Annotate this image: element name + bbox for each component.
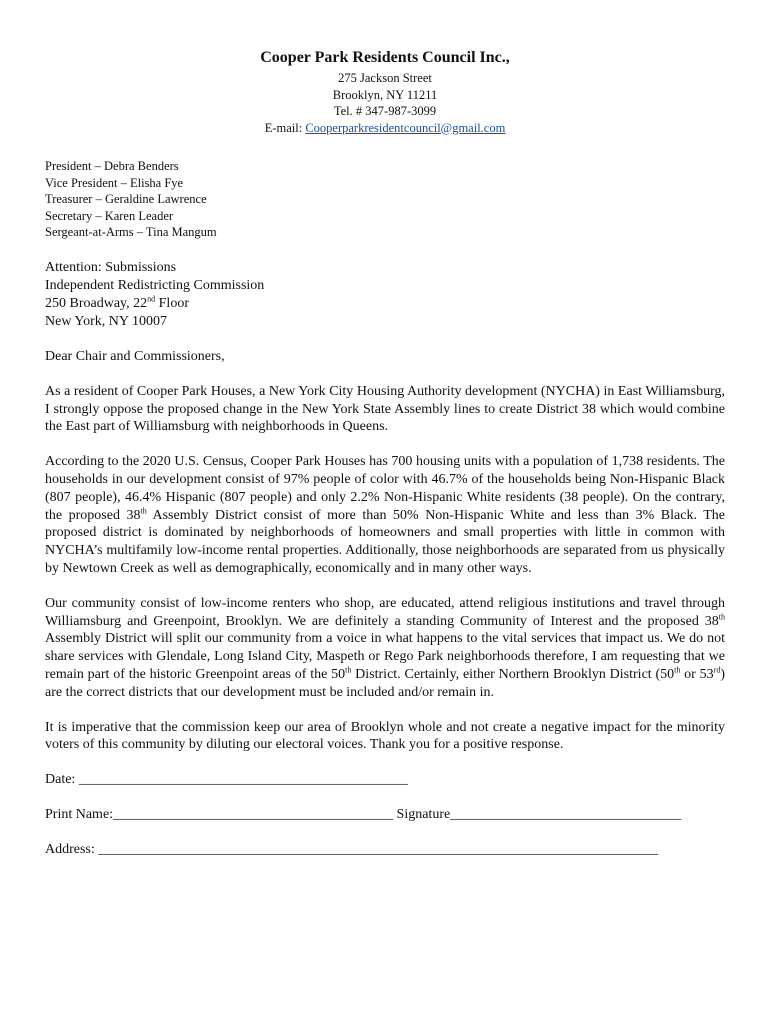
paragraph-4: It is imperative that the commission keep our area of Brooklyn whole and not create a negative impact for the minority voters of this community by diluting our electoral voices. Thank you for a positive response. — [45, 719, 725, 753]
email-link[interactable]: Cooperparkresidentcouncil@gmail.com — [305, 120, 506, 135]
paragraph-3: Our community consist of low-income renters who shop, are educated, attend religious institutions and travel through Williamsburg and Greenpoint, Brooklyn. We are definitely a standing Community of Interest and the proposed 38th Assembly District will split our community from a voice in what happens to the vital services that impact us. We do not share services with Glendale, Long Island City, Maspeth or Rego Park neighborhoods therefore, I am requesting that we remain part of the historic Greenpoint areas of the 50th District. Certainly, either Northern Brooklyn District (50th or 53rd) are the correct districts that our development must be included and/or remain in. — [45, 595, 725, 700]
org-tel: Tel. # 347-987-3099 — [333, 104, 437, 118]
recipient-org: Independent Redistricting Commission — [45, 277, 265, 293]
name-signature-line — [45, 806, 725, 824]
recipient-block — [45, 259, 725, 331]
officer-vice-president: Vice President – Elisha Fye — [45, 175, 184, 190]
officer-treasurer: Treasurer – Geraldine Lawrence — [45, 192, 207, 207]
letter-page — [45, 48, 725, 859]
org-email-line — [45, 120, 725, 137]
recipient-attention: Attention: Submissions — [45, 259, 177, 275]
print-name-field[interactable]: Print Name:________________________________________ — [45, 807, 394, 823]
officer-sergeant-at-arms: Sergeant-at-Arms – Tina Mangum — [45, 225, 217, 240]
email-label: E-mail: — [264, 120, 306, 135]
officer-president: President – Debra Benders — [45, 159, 179, 173]
paragraph-1: As a resident of Cooper Park Houses, a New York City Housing Authority development (NYCHA) in East Williamsburg, I strongly oppose the proposed change in the New York State Assembly lines to create District 38 which would combine the East part of Williamsburg with neighborhoods in Queens. — [45, 383, 725, 435]
letterhead — [45, 48, 725, 136]
recipient-street: 250 Broadway, 22nd Floor — [45, 294, 189, 311]
org-city: Brooklyn, NY 11211 — [332, 87, 438, 102]
officers-list — [45, 158, 725, 241]
paragraph-2: According to the 2020 U.S. Census, Cooper Park Houses has 700 housing units with a population of 1,738 residents. The households in our development consist of 97% people of color with 46.7% of the households being Non-Hispanic Black (807 people), 46.4% Hispanic (807 people) and only 2.2% Non-Hispanic White residents (38 people). On the contrary, the proposed 38th Assembly District consist of more than 50% Non-Hispanic White and less than 3% Black. The proposed district is dominated by neighborhoods of homeowners and small properties with little in common with NYCHA’s multifamily low-income rental properties. Additionally, those neighborhoods are separated from us physically by Newtown Creek as well as demographically, economically and in many other ways. — [45, 454, 725, 576]
officer-secretary: Secretary – Karen Leader — [45, 208, 174, 223]
date-field[interactable]: Date: _______________________________________________ — [45, 772, 408, 788]
address-field[interactable]: Address: ________________________________________________________________________________ — [45, 842, 659, 858]
org-name: Cooper Park Residents Council Inc., — [260, 49, 510, 66]
recipient-city: New York, NY 10007 — [45, 313, 167, 329]
signature-field[interactable]: Signature_________________________________ — [393, 807, 682, 823]
org-street: 275 Jackson Street — [338, 71, 432, 85]
greeting: Dear Chair and Commissioners, — [45, 348, 225, 364]
